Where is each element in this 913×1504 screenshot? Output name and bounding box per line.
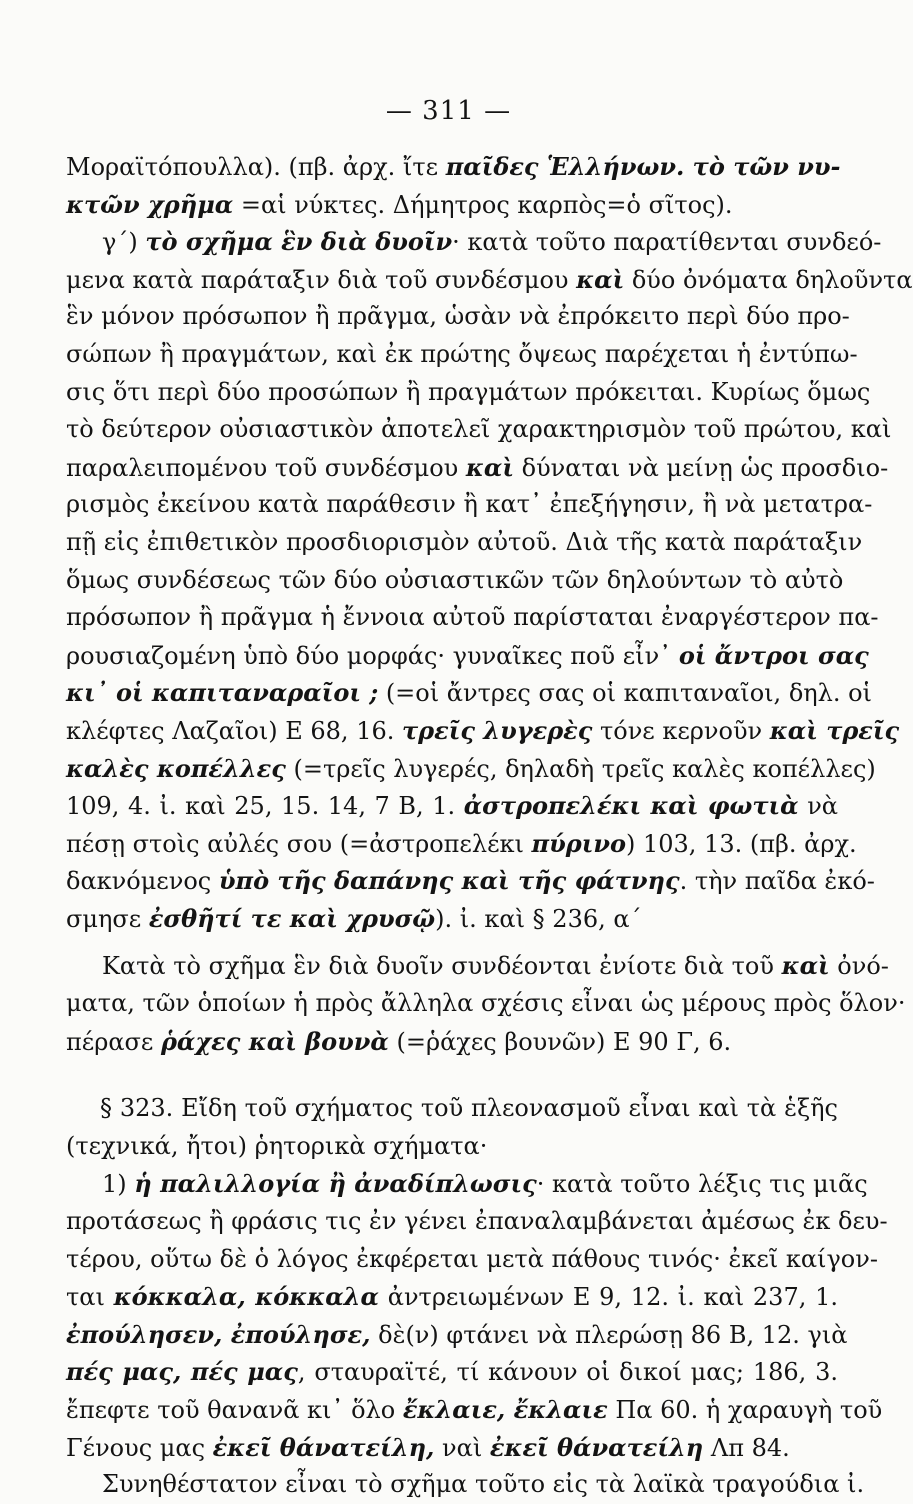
text-line xyxy=(66,1316,848,1354)
text-segment: ὀνό- xyxy=(829,952,889,981)
text-line xyxy=(66,1353,838,1391)
text-segment: ται xyxy=(66,1283,114,1312)
emphasized-phrase: ἐκεῖ θάνατείλη xyxy=(489,1432,704,1462)
text-line xyxy=(66,411,892,449)
text-segment: παραλειπομένου τοῦ συνδέσμου xyxy=(66,453,466,482)
text-segment: ἓν μόνον πρόσωπον ἢ πρᾶγμα, ὡσὰν νὰ ἐπρόκειτο περὶ δύο προ- xyxy=(66,302,850,331)
emphasized-phrase: κι᾿ οἱ καπιταναραῖοι ; xyxy=(66,678,379,708)
text-segment: (=ῥάχες βουνῶν) Ε 90 Γ, 6. xyxy=(388,1027,732,1056)
text-segment: Συνηθέστατον εἶναι τὸ σχῆμα τοῦτο εἰς τὰ λαϊκὰ τραγούδια ἰ. xyxy=(102,1470,865,1499)
text-segment: Πα 60. ἡ χαραυγὴ τοῦ xyxy=(607,1396,883,1424)
text-line xyxy=(66,1165,868,1203)
emphasized-phrase: πύρινο xyxy=(531,828,626,858)
text-line xyxy=(66,1278,838,1316)
text-segment: νὰ xyxy=(798,792,838,821)
text-line xyxy=(66,712,900,750)
text-segment: ὅμως συνδέσεως τῶν δύο οὐσιαστικῶν τῶν δηλούντων τὸ αὐτὸ xyxy=(66,565,844,594)
text-segment: ) 103, 13. (πβ. ἀρχ. xyxy=(626,829,857,858)
text-segment: δακνόμενος xyxy=(66,867,219,896)
body-text xyxy=(66,148,913,1504)
emphasized-phrase: πές μας, πές μας xyxy=(66,1357,298,1387)
text-line xyxy=(66,674,872,712)
emphasized-phrase: τρεῖς λυγερὲς xyxy=(402,715,593,745)
text-segment: ἔπεφτε τοῦ θανανᾶ κι᾿ ὅλο xyxy=(66,1396,403,1424)
text-line xyxy=(66,261,913,299)
text-line xyxy=(66,900,838,938)
emphasized-phrase: ἔκλαιε, ἔκλαιε xyxy=(402,1395,608,1424)
text-line xyxy=(66,449,889,487)
text-segment: (=τρεῖς λυγερές, δηλαδὴ τρεῖς καλὲς κοπέλλες) xyxy=(285,754,876,783)
emphasized-phrase: ῥάχες καὶ βουνὰ xyxy=(160,1026,389,1056)
text-segment: τέρου, οὕτω δὲ ὁ λόγος ἐκφέρεται μετὰ πάθους τινός· ἐκεῖ καίγον- xyxy=(66,1244,878,1273)
text-line xyxy=(66,1391,883,1429)
text-line xyxy=(66,787,838,825)
text-segment: ναὶ xyxy=(434,1433,490,1462)
text-segment: προτάσεως ἢ φράσις τις ἐν γένει ἐπαναλαμβάνεται ἀμέσως ἐκ δευ- xyxy=(66,1207,888,1236)
page-number: — 311 — xyxy=(385,96,512,126)
text-segment: ). ἰ. καὶ § 236, α΄ xyxy=(435,904,642,933)
text-line xyxy=(66,148,841,186)
text-segment: σώπων ἢ πραγμάτων, καὶ ἐκ πρώτης ὄψεως παρέχεται ἡ ἐντύπω- xyxy=(66,339,858,368)
emphasized-phrase: ἡ παλιλλογία ἢ ἀναδίπλωσις xyxy=(134,1169,537,1199)
text-segment: ἀντρειωμένων Ε 9, 12. ἰ. καὶ 237, 1. xyxy=(378,1283,838,1312)
text-segment: ματα, τῶν ὁποίων ἡ πρὸς ἄλληλα σχέσις εἶναι ὡς μέρους πρὸς ὅλον· xyxy=(66,989,906,1018)
text-line xyxy=(66,1128,838,1166)
text-segment: γ΄) xyxy=(102,228,146,257)
text-line xyxy=(66,637,869,675)
text-line xyxy=(66,825,857,863)
text-segment: πέρασε xyxy=(66,1027,161,1056)
emphasized-phrase: ἐπούλησεν, ἐπούλησε, xyxy=(66,1319,371,1349)
emphasized-phrase: ἐσθῆτί τε καὶ χρυσῷ xyxy=(148,903,436,933)
text-segment: . τὴν παῖδα ἐκό- xyxy=(679,867,875,896)
text-segment: πέσῃ στοὶς αὐλές σου (=ἀστροπελέκι xyxy=(66,829,532,858)
text-segment: § 323. Εἴδη τοῦ σχήματος τοῦ πλεονασμοῦ εἶναι καὶ τὰ ἑξῆς xyxy=(100,1094,838,1123)
emphasized-phrase: παῖδες Ἑλλήνων. τὸ τῶν νυ- xyxy=(445,152,841,181)
text-segment: , σταυραϊτέ, τί κάνουν οἱ δικοί μας; 186, 3. xyxy=(297,1358,838,1387)
text-line xyxy=(66,750,876,788)
text-segment: ρισμὸς ἐκείνου κατὰ παράθεσιν ἢ κατ᾿ ἐπεξήγησιν, ἢ νὰ μετατρα- xyxy=(66,490,873,519)
text-segment: δύο ὀνόματα δηλοῦντα xyxy=(624,265,913,294)
text-segment: Λπ 84. xyxy=(703,1433,790,1462)
text-segment: πῇ εἰς ἐπιθετικὸν προσδιορισμὸν αὐτοῦ. Διὰ τῆς κατὰ παράταξιν xyxy=(66,527,863,556)
emphasized-phrase: κτῶν χρῆμα xyxy=(66,189,234,219)
emphasized-phrase: ὑπὸ τῆς δαπάνης καὶ τῆς φάτνης xyxy=(218,866,680,896)
text-line xyxy=(66,1429,838,1467)
text-segment: δὲ(ν) φτάνει νὰ πλερώσῃ 86 Β, 12. γιὰ xyxy=(370,1320,848,1349)
emphasized-phrase: ἐκεῖ θάνατείλη, xyxy=(212,1432,435,1462)
text-line xyxy=(66,599,879,637)
text-line xyxy=(66,562,844,600)
emphasized-phrase: καλὲς κοπέλλες xyxy=(66,753,286,783)
emphasized-phrase: καὶ xyxy=(576,264,625,294)
text-segment: 1) xyxy=(102,1170,135,1199)
emphasized-phrase: τὸ σχῆμα ἓν διὰ δυοῖν xyxy=(145,227,453,257)
text-line xyxy=(66,862,875,900)
text-line xyxy=(66,1090,838,1128)
emphasized-phrase: καὶ xyxy=(465,452,514,482)
text-line xyxy=(66,1023,838,1061)
text-line xyxy=(66,336,858,374)
text-segment: =αἱ νύκτες. Δήμητρος καρπὸς=ὁ σῖτος). xyxy=(233,190,733,219)
text-segment: κλέφτες Λαζαῖοι) Ε 68, 16. xyxy=(66,716,402,745)
text-segment: μενα κατὰ παράταξιν διὰ τοῦ συνδέσμου xyxy=(66,265,577,294)
text-segment: σις ὅτι περὶ δύο προσώπων ἢ πραγμάτων πρόκειται. Κυρίως ὅμως xyxy=(66,377,871,406)
emphasized-phrase: καὶ τρεῖς xyxy=(769,715,900,745)
emphasized-phrase: ἀστροπελέκι καὶ φωτιὰ xyxy=(463,791,799,821)
text-segment: Μοραϊτόπουλλα). (πβ. ἀρχ. ἴτε xyxy=(66,153,446,181)
text-segment: σμησε xyxy=(66,904,149,933)
text-line xyxy=(66,1203,888,1241)
emphasized-phrase: οἱ ἄντροι σας xyxy=(678,640,869,670)
text-line xyxy=(66,947,889,985)
text-segment: (=οἱ ἄντρες σας οἱ καπιταναῖοι, δηλ. οἱ xyxy=(378,679,872,708)
text-line xyxy=(66,374,871,412)
text-segment: · κατὰ τοῦτο λέξις τις μιᾶς xyxy=(536,1170,868,1199)
text-segment: δύναται νὰ μείνῃ ὡς προσδιο- xyxy=(513,453,889,482)
text-segment: πρόσωπον ἢ πρᾶγμα ἡ ἔννοια αὐτοῦ παρίσταται ἐναργέστερον πα- xyxy=(66,603,879,632)
text-line xyxy=(66,186,838,224)
text-segment: Γένους μας xyxy=(66,1433,213,1462)
text-line xyxy=(66,1241,878,1279)
text-segment: τὸ δεύτερον οὐσιαστικὸν ἀποτελεῖ χαρακτηρισμὸν τοῦ πρώτου, καὶ xyxy=(66,415,892,444)
text-line xyxy=(66,524,863,562)
text-line xyxy=(66,486,873,524)
text-segment: τόνε κερνοῦν xyxy=(592,716,770,745)
text-segment: Κατὰ τὸ σχῆμα ἓν διὰ δυοῖν συνδέονται ἐνίοτε διὰ τοῦ xyxy=(102,952,782,981)
text-line xyxy=(66,1466,865,1504)
text-segment: · κατὰ τοῦτο παρατίθενται συνδεό- xyxy=(452,228,882,257)
text-line xyxy=(66,985,906,1023)
emphasized-phrase: καὶ xyxy=(781,951,830,981)
text-segment: (τεχνικά, ἤτοι) ῥητορικὰ σχήματα· xyxy=(66,1131,488,1160)
text-line xyxy=(66,223,882,261)
emphasized-phrase: κόκκαλα, κόκκαλα xyxy=(113,1282,379,1312)
text-segment: 109, 4. ἰ. καὶ 25, 15. 14, 7 Β, 1. xyxy=(66,792,464,821)
text-segment: ρουσιαζομένη ὑπὸ δύο μορφάς· γυναῖκες ποῦ εἶν᾿ xyxy=(66,641,679,670)
text-line xyxy=(66,298,850,336)
